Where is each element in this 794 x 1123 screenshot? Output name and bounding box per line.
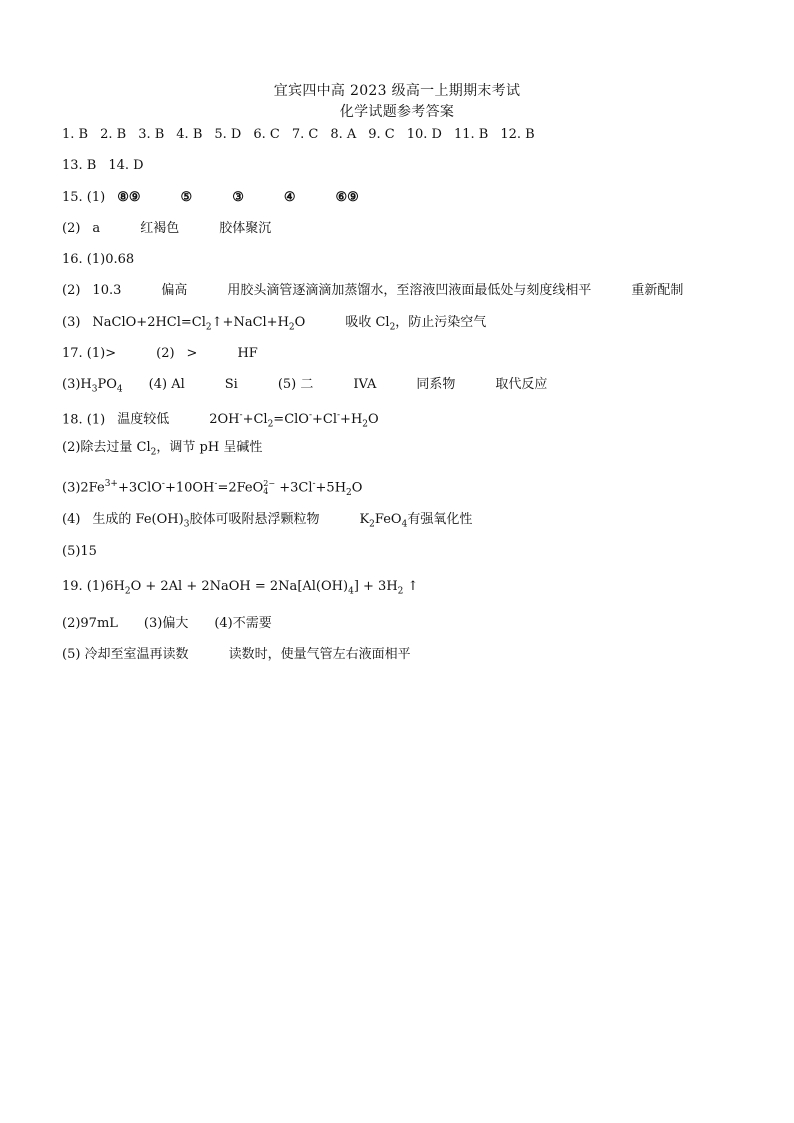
q15-answer-e: ⑥⑨ [335, 190, 359, 205]
mc-answer: 4. B [176, 127, 203, 142]
q19-answer: (5) 冷却至室温再读数 [62, 647, 189, 662]
q15-part2-label: (2) [62, 221, 81, 236]
q16-part2 [62, 282, 683, 300]
q16-part3 [62, 314, 486, 337]
mc-answer: 6. C [253, 127, 280, 142]
mc-answer: 9. C [368, 127, 395, 142]
q15-part1-label: 15. (1) [62, 190, 106, 205]
ferrate-charge: 2− 4 [263, 478, 276, 496]
q17-answer: 17. (1)> [62, 346, 117, 361]
q19-answer: (3)偏大 [143, 616, 189, 631]
q17-answer: Si [224, 377, 238, 392]
q17-answer: 取代反应 [495, 377, 548, 392]
q19-part1-equation: 19. $(1)6H_2O + 2Al$ + 2NaOH = $2Na[Al(OH)_4] + 3H_2$ ↑ [62, 579, 419, 597]
q16-answer: 偏高 [161, 283, 188, 298]
q15-answer: a [92, 221, 101, 236]
q18-part2: (2)除去过量 $Cl_2$，调节 pH 呈碱性 [62, 440, 263, 458]
q16-answer: 重新配制 [631, 283, 684, 298]
q19-answer: 读数时，使量气管左右液面相平 [228, 647, 411, 662]
q15-answer-b: ⑤ [180, 190, 193, 205]
q19-part3 [62, 646, 411, 664]
q16-part3-label: (3) [62, 315, 81, 330]
mc-answer: 10. D [406, 127, 442, 142]
q17-part2 [62, 376, 547, 399]
mc-answer: 7. C [291, 127, 319, 142]
q16-note: 吸收 $Cl_2$，防止污染空气 [345, 315, 487, 333]
q16-part1: 16. (1)0.68 [62, 252, 135, 267]
mc-answer: 11. B [453, 127, 489, 142]
q17-answer: (4) Al [148, 377, 185, 392]
q18-label: 18. (1) [62, 412, 106, 428]
q19-answer: (4)不需要 [214, 616, 272, 631]
q17-answer: IVA [353, 377, 377, 392]
q17-answer: (5) 二 [277, 377, 314, 392]
q18-part1 [62, 407, 379, 434]
q18-answer: $K_2FeO_4$有强氧化性 [359, 512, 473, 530]
q16-equation: $NaClO+2HCl=Cl_2↑+NaCl+H_2O$ [92, 315, 306, 333]
mc-answer: 13. B [62, 158, 97, 173]
mc-answer: 14. D [108, 158, 144, 173]
exam-subtitle: 化学试题参考答案 [339, 104, 455, 120]
mc-answers-row-2 [62, 157, 144, 175]
exam-title: 宜宾四中高 2023 级高一上期期末考试 [273, 83, 521, 99]
q16-answer: 用胶头滴管逐滴滴加蒸馏水，至溶液凹液面最低处与刻度线相平 [227, 283, 592, 298]
q18-equation: $2OH^-+Cl_2=ClO^-+Cl^-+H_2O$ [209, 411, 379, 430]
mc-answer: 2. B [100, 127, 127, 142]
q15-answer-a: ⑧⑨ [117, 190, 141, 205]
mc-answer: 12. B [500, 127, 535, 142]
q18-part4-label: (4) [62, 512, 81, 527]
mc-answer: 1. B [62, 127, 89, 142]
q16-part2-label: (2) [62, 283, 81, 298]
q15-part1 [62, 189, 359, 207]
q15-answer: 胶体聚沉 [219, 221, 272, 236]
q15-answer-d: ④ [283, 190, 296, 205]
mc-answers-row-1 [62, 126, 535, 144]
q18-answer: 生成的 $Fe(OH)_3$胶体可吸附悬浮颗粒物 [92, 512, 320, 530]
q17-part1 [62, 345, 258, 363]
q18-part4 [62, 511, 472, 534]
mc-answer: 5. D [214, 127, 242, 142]
q15-answer-c: ③ [232, 190, 244, 205]
q16-answer: 10.3 [92, 283, 122, 298]
q18-part5: (5)15 [62, 544, 97, 559]
q19-part2 [62, 615, 272, 633]
q15-answer: 红褐色 [140, 221, 180, 236]
q17-answer: 同系物 [416, 377, 456, 392]
q15-part2 [62, 220, 271, 238]
q19-answer: (2)97mL [62, 616, 118, 631]
mc-answer: 3. B [138, 127, 165, 142]
q17-answer: > [186, 346, 198, 361]
q17-answer: $(3)H_3PO_4$ [62, 377, 123, 395]
q18-answer: 温度较低 [117, 412, 170, 428]
q17-answer: (2) [156, 346, 175, 361]
mc-answer: 8. A [330, 127, 357, 142]
q17-answer: HF [237, 346, 258, 361]
q18-part3-equation: $(3)2Fe^{3+}+3ClO^-+10OH^-=2FeO2-$ $4 +3Cl^-+5H_2O$ [62, 478, 363, 498]
